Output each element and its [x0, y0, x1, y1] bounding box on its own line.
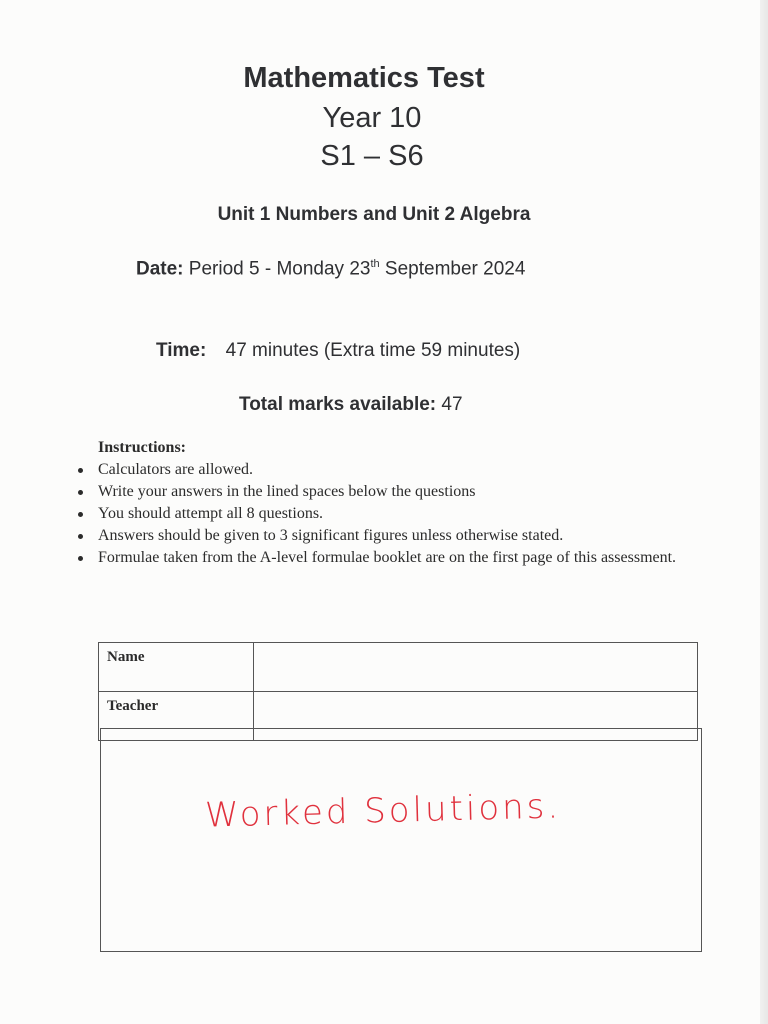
- unit-heading: Unit 1 Numbers and Unit 2 Algebra: [217, 204, 531, 225]
- date-value-end: September 2024: [379, 258, 526, 280]
- instruction-item: Write your answers in the lined spaces below the questions: [76, 481, 696, 503]
- name-field[interactable]: [254, 643, 698, 692]
- name-row: [99, 643, 698, 692]
- date-value-start: Period 5 - Monday 23: [188, 258, 371, 280]
- instruction-item: Answers should be given to 3 significant figures unless otherwise stated.: [76, 525, 696, 547]
- set-range: S1 – S6: [320, 140, 424, 172]
- handwritten-annotation: Worked Solutions.: [204, 786, 562, 836]
- instructions-heading: Instructions:: [98, 439, 187, 456]
- instruction-item: You should attempt all 8 questions.: [76, 503, 696, 525]
- date-suffix: th: [370, 258, 380, 270]
- time-value: 47 minutes (Extra time 59 minutes): [225, 340, 521, 361]
- date-label: Date:: [136, 258, 184, 280]
- student-info-table: [98, 642, 698, 741]
- test-time: [156, 340, 520, 362]
- instruction-item: Formulae taken from the A-level formulae booklet are on the first page of this assessment.: [76, 547, 696, 569]
- page-edge: [760, 0, 768, 1024]
- year-level: Year 10: [322, 102, 422, 134]
- instruction-item: Calculators are allowed.: [76, 459, 696, 481]
- time-label: Time:: [156, 340, 207, 361]
- name-label: Name: [99, 643, 254, 692]
- marks-label: Total marks available:: [239, 394, 437, 415]
- instructions-list: [76, 459, 696, 569]
- marks-value: 47: [441, 394, 463, 415]
- marking-box: [100, 728, 702, 952]
- instructions-section: [76, 437, 696, 569]
- test-title: Mathematics Test: [243, 62, 485, 94]
- test-date: [136, 258, 525, 280]
- teacher-label: Teacher: [99, 692, 254, 741]
- total-marks: [239, 394, 463, 416]
